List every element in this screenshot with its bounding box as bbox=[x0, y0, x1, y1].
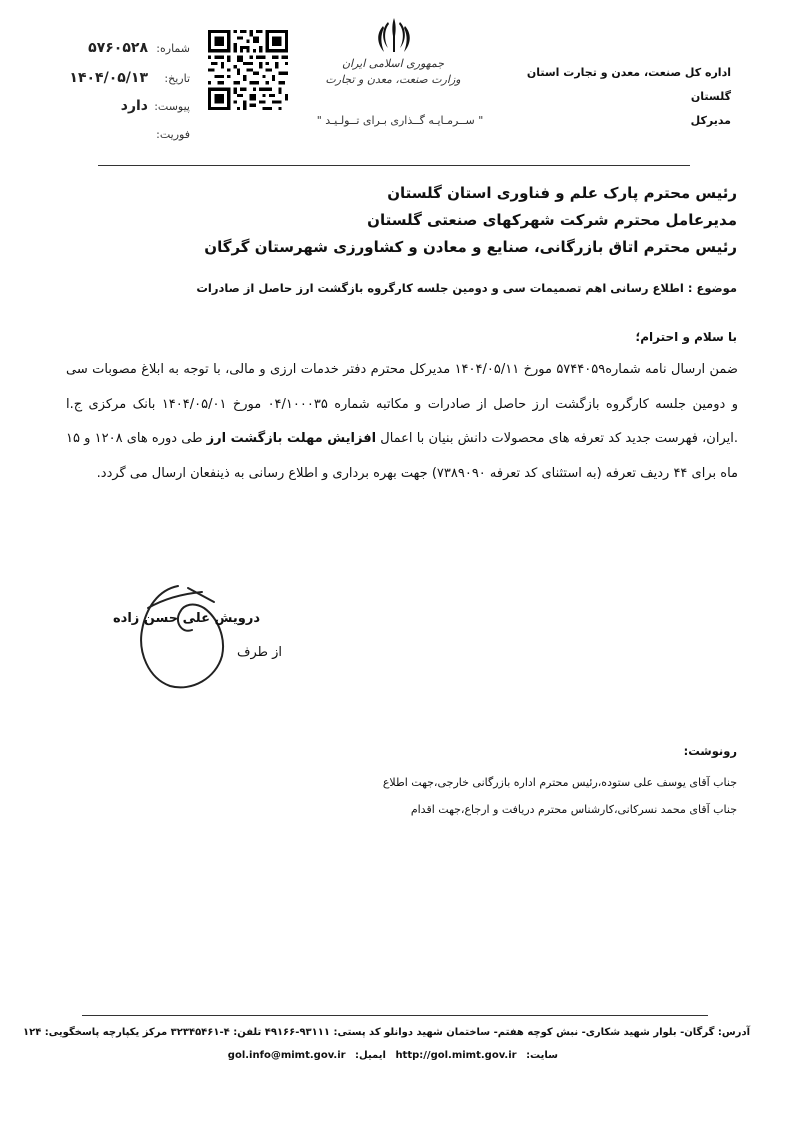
letter-attachment-value: دارد bbox=[120, 98, 148, 114]
letter-attachment-label: پیوست: bbox=[154, 100, 190, 113]
subject-line: موضوع : اطلاع رسانی اهم تصمیمات سی و دومین جلسه کارگروه بازگشت ارز حاصل از صادرات bbox=[196, 281, 737, 295]
ministry-name bbox=[318, 56, 468, 88]
recipient-1: رئیس محترم پارک علم و فناوری استان گلستان bbox=[387, 184, 737, 202]
letter-number-label: شماره: bbox=[156, 42, 190, 55]
qr-code bbox=[208, 30, 288, 110]
org-line-1: اداره کل صنعت، معدن و تجارت استان گلستان bbox=[526, 66, 731, 103]
letter-urgency-label: فوریت: bbox=[156, 128, 190, 141]
site-link[interactable]: http://gol.mimt.gov.ir bbox=[395, 1050, 517, 1061]
body-part-2: طی دوره های ۱۲۰۸ و ۱۵ ماه برای ۴۴ ردیف تعرفه (به استثنای کد تعرفه ۷۳۸۹۰۹۰) جهت بهره برداری و اطلاع رسانی به ذینفعان ارسال می گردد. bbox=[66, 431, 738, 481]
signer-name: درویش علی حسن زاده bbox=[113, 611, 260, 626]
gov-line-2: وزارت صنعت، معدن و تجارت bbox=[325, 73, 461, 86]
email-link[interactable]: gol.info@mimt.gov.ir bbox=[227, 1050, 346, 1061]
cc-item: جناب آقای محمد نسرکانی،کارشناس محترم دریافت و ارجاع،جهت اقدام bbox=[410, 803, 737, 816]
cc-list bbox=[237, 769, 737, 823]
site-label: سایت: bbox=[526, 1050, 558, 1061]
body-highlight: افزایش مهلت بازگشت ارز bbox=[206, 431, 377, 446]
letter-date-value: ۱۴۰۴/۰۵/۱۳ bbox=[69, 70, 148, 86]
motto: " ســرمـایـه گــذاری بـرای تــولـیـد " bbox=[316, 114, 484, 127]
footer-address: آدرس: گرگان- بلوار شهید شکاری- نبش کوچه هفتم- ساختمان شهید دوانلو کد پستی: ۹۳۱۱۱-۴۹۱۶۶ تلفن: ۴-۳۲۳۴۵۴۶۱ مرکز یکپارچه پاسخگویی: ۱۲۴ bbox=[23, 1027, 750, 1038]
cc-item: جناب آقای یوسف علی ستوده،رئیس محترم اداره بازرگانی خارجی،جهت اطلاع bbox=[382, 776, 737, 789]
iran-emblem-icon bbox=[372, 14, 416, 58]
body-part-1: ضمن ارسال نامه شماره۵۷۴۴۰۵۹ مورخ ۱۴۰۴/۰۵/۱۱ مدیرکل محترم دفتر خدمات ارزی و مالی، با توجه به ابلاغ مصوبات سی و دومین جلسه کارگروه بازگشت ارز حاصل از صادرات و مکاتبه شماره ۰۴/۱۰۰۰۳۵ مورخ ۱۴۰۴/۰۵/۰۱ بانک مرکزی ج.ا .ایران، فهرست جدید کد تعرفه های محصولات دانش بنیان با اعمال bbox=[66, 362, 738, 446]
recipient-3: رئیس محترم اتاق بازرگانی، صنایع و معادن و کشاورزی شهرستان گرگان bbox=[204, 238, 737, 256]
header-divider bbox=[98, 165, 690, 166]
recipients bbox=[97, 180, 737, 261]
cc-title: رونوشت: bbox=[683, 744, 737, 758]
footer-contact bbox=[222, 1050, 558, 1061]
footer-divider bbox=[82, 1015, 708, 1016]
email-label: ایمیل: bbox=[355, 1050, 386, 1061]
letter-number-value: ۵۷۶۰۵۲۸ bbox=[88, 40, 148, 56]
signer-on-behalf: از طرف bbox=[236, 645, 282, 660]
org-line-2: مدیرکل bbox=[690, 114, 731, 127]
greeting: با سلام و احترام؛ bbox=[635, 330, 737, 344]
issuing-office bbox=[501, 61, 731, 133]
handwritten-signature bbox=[118, 578, 238, 696]
letter-date-label: تاریخ: bbox=[164, 72, 190, 85]
recipient-2: مدیرعامل محترم شرکت شهرکهای صنعتی گلستان bbox=[367, 211, 737, 229]
letter-body bbox=[66, 353, 738, 491]
gov-line-1: جمهوری اسلامی ایران bbox=[341, 57, 445, 70]
